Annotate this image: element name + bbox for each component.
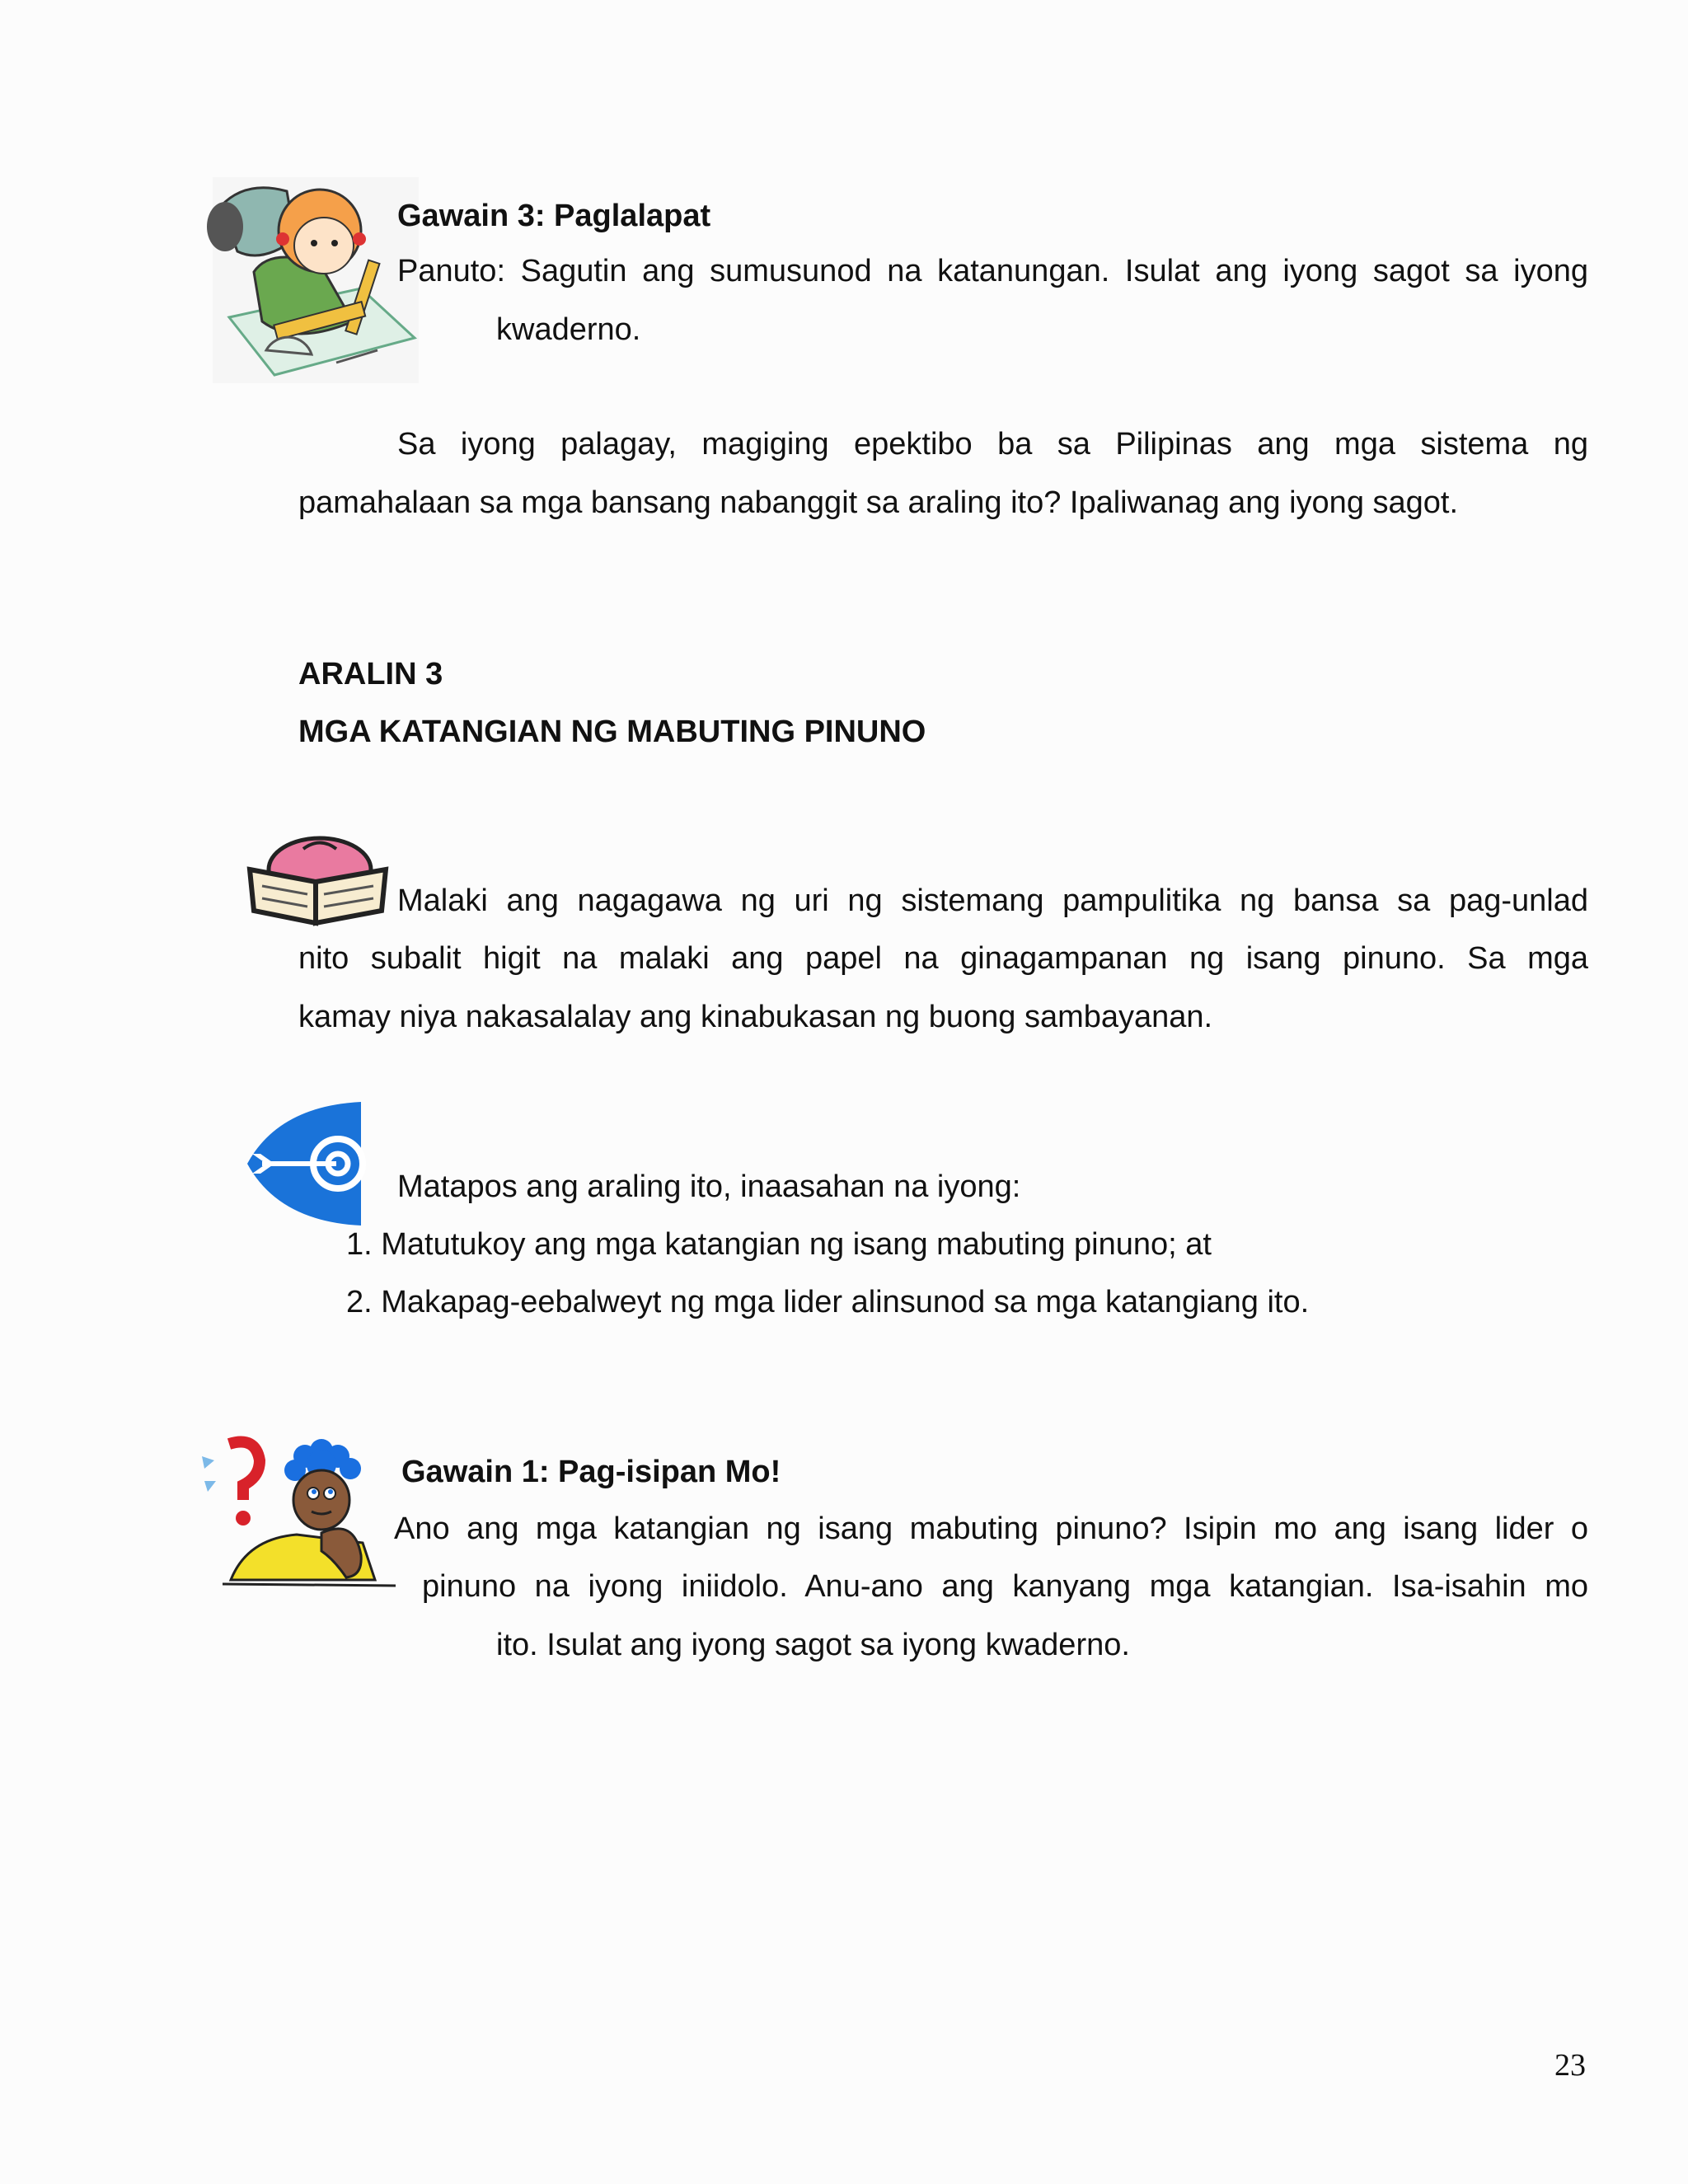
- target-arrow-icon: [246, 1098, 369, 1230]
- gawain3-question-line1: Sa iyong palagay, magiging epektibo ba sa Pilipinas ang mga sistema ng: [397, 427, 1588, 462]
- gawain1-line2: pinuno na iyong iniidolo. Anu-ano ang kanyang mga katangian. Isa-isahin mo: [422, 1569, 1588, 1604]
- objective-item-2: 2. Makapag-eebalweyt ng mga lider alinsunod sa mga katangiang ito.: [346, 1285, 1310, 1319]
- gawain1-line1: Ano ang mga katangian ng isang mabuting pinuno? Isipin mo ang isang lider o: [394, 1511, 1588, 1546]
- aralin-title: MGA KATANGIAN NG MABUTING PINUNO: [298, 715, 926, 749]
- gawain3-instruction-line1: Panuto: Sagutin ang sumusunod na katanungan. Isulat ang iyong sagot sa iyong: [397, 254, 1588, 288]
- gawain1-title: Gawain 1: Pag-isipan Mo!: [401, 1455, 781, 1489]
- objective-item-1: 1. Matutukoy ang mga katangian ng isang mabuting pinuno; at: [346, 1227, 1212, 1262]
- gawain3-title: Gawain 3: Paglalapat: [397, 199, 711, 233]
- girl-drawing-icon: [196, 173, 419, 387]
- open-book-icon: [246, 832, 390, 927]
- aralin-number: ARALIN 3: [298, 657, 443, 691]
- gawain3-question-line2: pamahalaan sa mga bansang nabanggit sa araling ito? Ipaliwanag ang iyong sagot.: [298, 485, 1459, 520]
- gawain3-instruction-line2: kwaderno.: [496, 312, 641, 347]
- intro-line1: Malaki ang nagagawa ng uri ng sistemang pampulitika ng bansa sa pag-unlad: [397, 883, 1588, 918]
- page-number: 23: [1554, 2048, 1586, 2083]
- gawain1-line3: ito. Isulat ang iyong sagot sa iyong kwaderno.: [496, 1628, 1130, 1662]
- intro-line2: nito subalit higit na malaki ang papel na ginagampanan ng isang pinuno. Sa mga: [298, 941, 1588, 976]
- thinking-boy-icon: [198, 1436, 404, 1592]
- intro-line3: kamay niya nakasalalay ang kinabukasan ng buong sambayanan.: [298, 1000, 1213, 1034]
- objectives-lead: Matapos ang araling ito, inaasahan na iyong:: [397, 1169, 1021, 1204]
